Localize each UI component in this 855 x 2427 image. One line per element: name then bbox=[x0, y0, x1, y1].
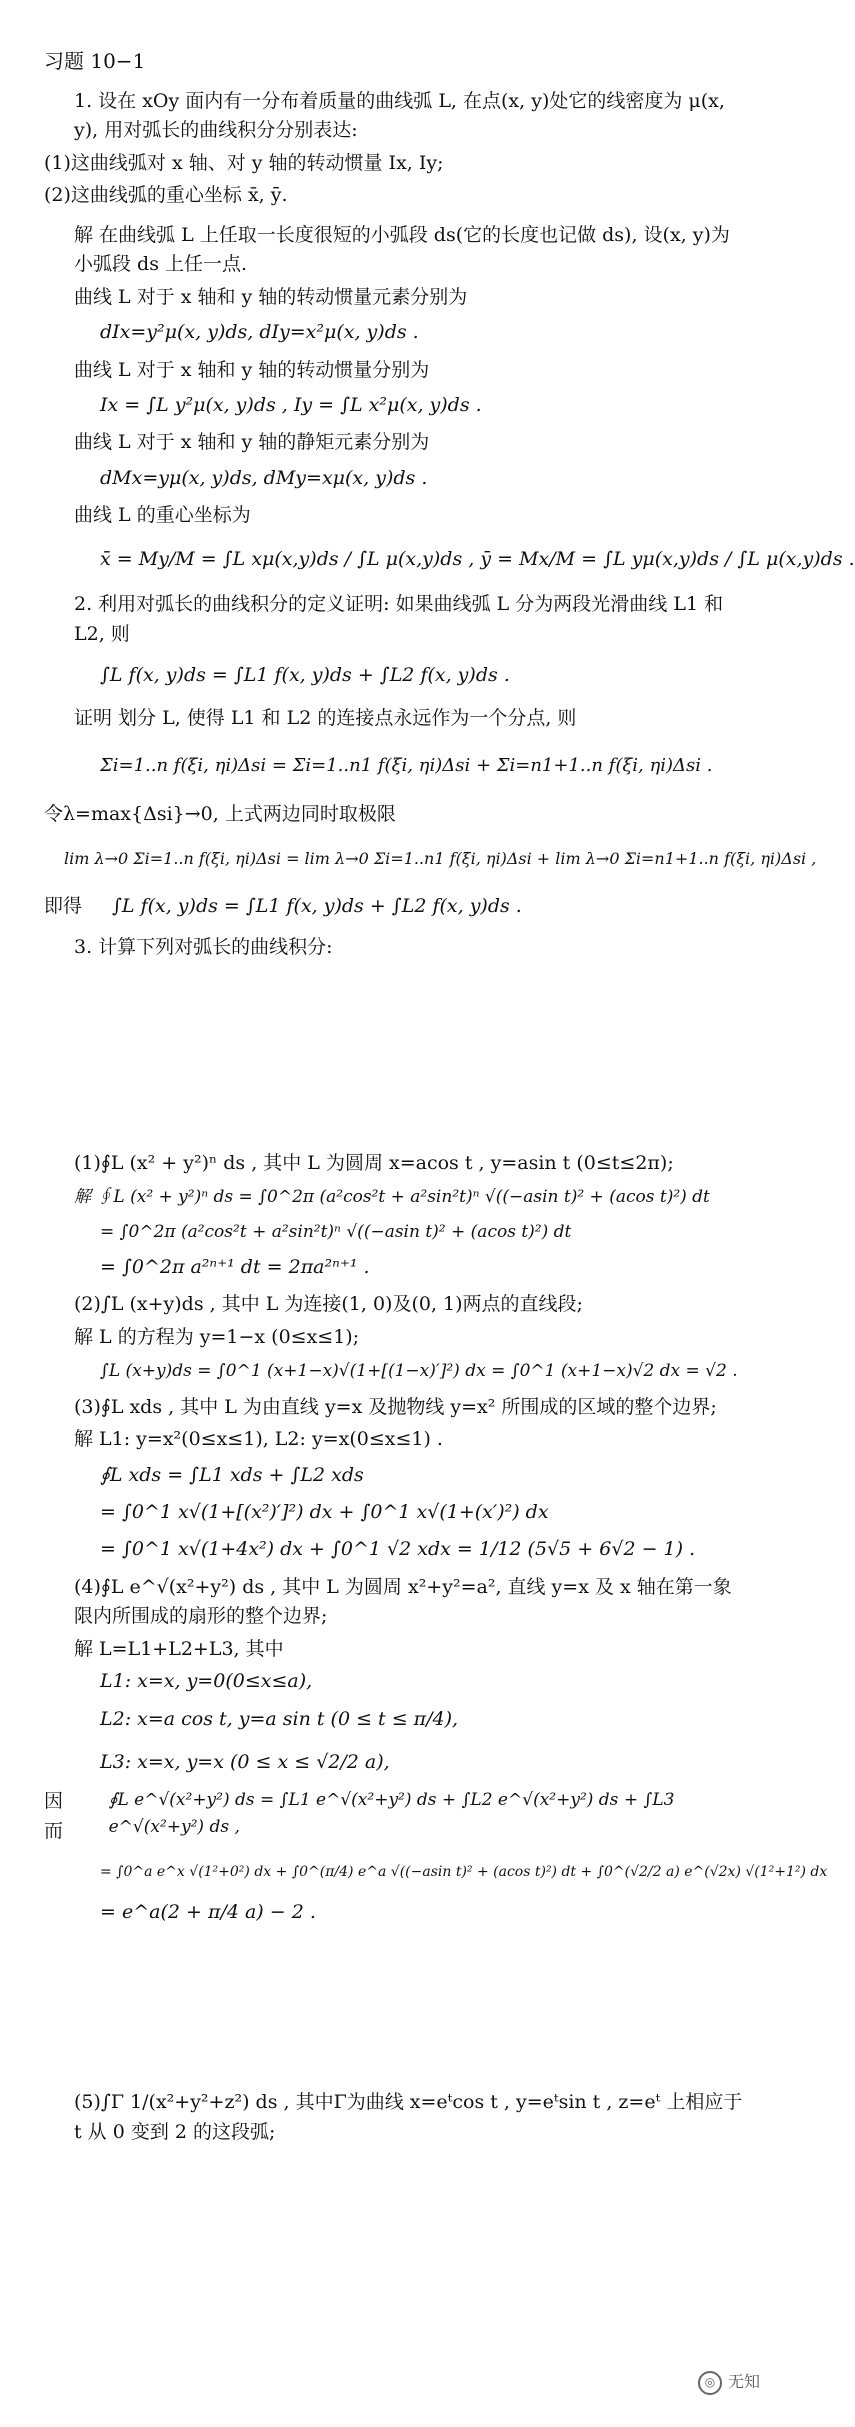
watermark-text: 无知 bbox=[727, 2372, 760, 2392]
q3-p3-s4: = ∫0^1 x√(1+4x²) dx + ∫0^1 √2 xdx = 1/12 (5√5 + 6√2 − 1) . bbox=[100, 1538, 696, 1561]
q3-p1: (1)∮L (x² + y²)ⁿ ds , 其中 L 为圆周 x=acos t , y=asin t (0≤t≤2π); bbox=[74, 1151, 674, 1174]
q1-eq1: dIx=y²μ(x, y)ds, dIy=x²μ(x, y)ds . bbox=[100, 321, 419, 344]
q2-jide: 即得 bbox=[44, 895, 83, 917]
q3-p1-s2: = ∫0^2π (a²cos²t + a²sin²t)ⁿ √((−asin t)² + (acos t)²) dt bbox=[100, 1221, 572, 1242]
q1-eq4: x̄ = My/M = ∫L xμ(x,y)ds / ∫L μ(x,y)ds , ȳ = Mx/M = ∫L yμ(x,y)ds / ∫L μ(x,y)ds . bbox=[100, 547, 855, 570]
q3-p1-s3: = ∫0^2π a²ⁿ⁺¹ dt = 2πa²ⁿ⁺¹ . bbox=[100, 1256, 370, 1278]
q3-p4-s2: L1: x=x, y=0(0≤x≤a), bbox=[100, 1670, 313, 1693]
watermark bbox=[698, 2370, 760, 2395]
q3-p4-s5: ∮L e^√(x²+y²) ds = ∫L1 e^√(x²+y²) ds + ∫L2 e^√(x²+y²) ds + ∫L3 e^√(x²+y²) ds , bbox=[108, 1790, 675, 1837]
q3-p3-s3: = ∫0^1 x√(1+[(x²)′]²) dx + ∫0^1 x√(1+(x′)²) dx bbox=[100, 1500, 549, 1523]
blank-space-2 bbox=[44, 1935, 748, 2085]
q3-p2-s2: ∫L (x+y)ds = ∫0^1 (x+1−x)√(1+[(1−x)′]²) dx = ∫0^1 (x+1−x)√2 dx = √2 . bbox=[100, 1361, 738, 1382]
q3-p4-s3: L2: x=a cos t, y=a sin t (0 ≤ t ≤ π/4), bbox=[100, 1707, 459, 1730]
blank-space bbox=[44, 966, 748, 1146]
q3-p2: (2)∫L (x+y)ds , 其中 L 为连接(1, 0)及(0, 1)两点的直线段; bbox=[74, 1293, 583, 1316]
q2-eq2: Σi=1..n f(ξi, ηi)Δsi = Σi=1..n1 f(ξi, ηi)Δsi + Σi=n1+1..n f(ξi, ηi)Δsi . bbox=[100, 754, 713, 776]
q2-eq4: ∫L f(x, y)ds = ∫L1 f(x, y)ds + ∫L2 f(x, y)ds . bbox=[112, 895, 522, 917]
q3-p3: (3)∮L xds , 其中 L 为由直线 y=x 及抛物线 y=x² 所围成的区域的整个边界; bbox=[74, 1395, 717, 1418]
q1-line3: 曲线 L 对于 x 轴和 y 轴的静矩元素分别为 bbox=[74, 431, 430, 454]
q3-p5: (5)∫Γ 1/(x²+y²+z²) ds , 其中Γ为曲线 x=eᵗcos t , y=eᵗsin t , z=eᵗ 上相应于 t 从 0 变到 2 的这段弧; bbox=[74, 2091, 743, 2143]
q2-limit: 令λ=max{Δsi}→0, 上式两边同时取极限 bbox=[44, 802, 396, 825]
q3-p4-s5-label: 因而 bbox=[44, 1790, 64, 1842]
q1-stem: 1. 设在 xOy 面内有一分布着质量的曲线弧 L, 在点(x, y)处它的线密度为 μ(x, y), 用对弧长的曲线积分分别表达: bbox=[74, 90, 725, 142]
q1-eq2: Ix = ∫L y²μ(x, y)ds , Iy = ∫L x²μ(x, y)ds . bbox=[100, 393, 482, 416]
q3-p2-s1: 解 L 的方程为 y=1−x (0≤x≤1); bbox=[74, 1325, 360, 1348]
q1-part1: (1)这曲线弧对 x 轴、对 y 轴的转动惯量 Ix, Iy; bbox=[44, 151, 444, 174]
q1-line2: 曲线 L 对于 x 轴和 y 轴的转动惯量分别为 bbox=[74, 358, 430, 381]
q2-stem: 2. 利用对弧长的曲线积分的定义证明: 如果曲线弧 L 分为两段光滑曲线 L1 和 L2, 则 bbox=[74, 593, 724, 645]
q2-eq1: ∫L f(x, y)ds = ∫L1 f(x, y)ds + ∫L2 f(x, y)ds . bbox=[100, 664, 510, 686]
q3-p3-s1: 解 L1: y=x²(0≤x≤1), L2: y=x(0≤x≤1) . bbox=[74, 1428, 443, 1451]
q3-p3-s2: ∮L xds = ∫L1 xds + ∫L2 xds bbox=[100, 1463, 364, 1486]
q1-eq3: dMx=yμ(x, y)ds, dMy=xμ(x, y)ds . bbox=[100, 466, 428, 489]
q3-p4-s7: = e^a(2 + π/4 a) − 2 . bbox=[100, 1901, 316, 1924]
exercise-title: 习题 10−1 bbox=[44, 49, 146, 73]
q1-solution-intro: 解 在曲线弧 L 上任取一长度很短的小弧段 ds(它的长度也记做 ds), 设(x, y)为小弧段 ds 上任一点. bbox=[74, 223, 730, 276]
q3-p4-therefore bbox=[44, 1787, 748, 1846]
q3-p4-s6: = ∫0^a e^x √(1²+0²) dx + ∫0^(π/4) e^a √((−asin t)² + (acos t)²) dt + ∫0^(√2/2 a) e^(√2x) √(1²+1²) dx bbox=[100, 1864, 828, 1881]
q2-proof: 证明 划分 L, 使得 L1 和 L2 的连接点永远作为一个分点, 则 bbox=[74, 707, 577, 730]
q3-p4: (4)∮L e^√(x²+y²) ds , 其中 L 为圆周 x²+y²=a², 直线 y=x 及 x 轴在第一象限内所围成的扇形的整个边界; bbox=[74, 1575, 732, 1628]
q3-p4-s1: 解 L=L1+L2+L3, 其中 bbox=[74, 1637, 284, 1660]
q2-eq3: lim λ→0 Σi=1..n f(ξi, ηi)Δsi = lim λ→0 Σi=1..n1 f(ξi, ηi)Δsi + lim λ→0 Σi=n1+1..n f(ξi, ηi)Δsi , bbox=[64, 849, 817, 869]
q1-part2: (2)这曲线弧的重心坐标 x̄, ȳ. bbox=[44, 184, 288, 207]
q3-stem: 3. 计算下列对弧长的曲线积分: bbox=[74, 936, 333, 959]
q2-conclusion bbox=[44, 892, 748, 921]
q3-p1-s1: 解 ∮L (x² + y²)ⁿ ds = ∫0^2π (a²cos²t + a²sin²t)ⁿ √((−asin t)² + (acos t)²) dt bbox=[74, 1187, 710, 1208]
q1-line4: 曲线 L 的重心坐标为 bbox=[74, 504, 251, 527]
q3-p4-s4: L3: x=x, y=x (0 ≤ x ≤ √2/2 a), bbox=[100, 1751, 390, 1774]
wechat-icon: ◎ bbox=[698, 2371, 722, 2395]
q1-line1: 曲线 L 对于 x 轴和 y 轴的转动惯量元素分别为 bbox=[74, 285, 468, 308]
